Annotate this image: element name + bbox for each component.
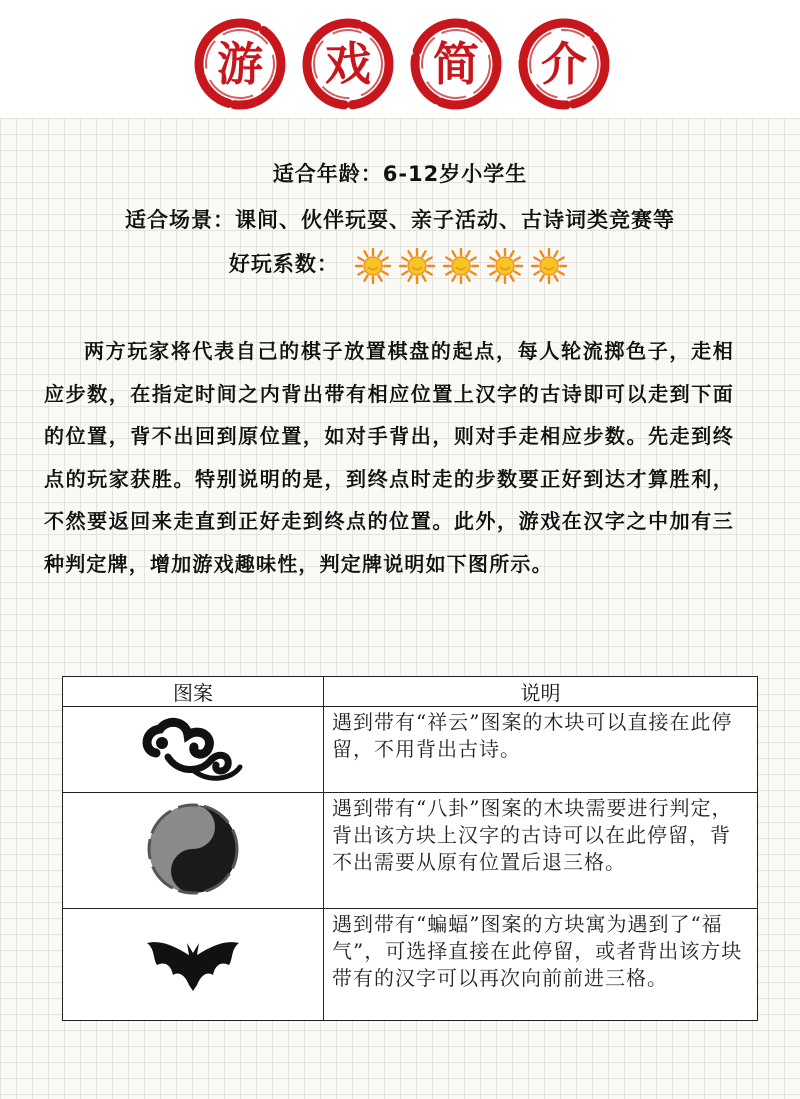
- title-char: 游: [217, 37, 263, 91]
- fun-rating-line: [0, 244, 800, 284]
- bat-icon: [143, 931, 243, 995]
- sun-icon: [395, 248, 439, 284]
- table-header-row: [63, 677, 758, 707]
- yin-yang-icon: [145, 801, 241, 897]
- description-cell: 遇到带有“祥云”图案的木块可以直接在此停留，不用背出古诗。: [324, 707, 758, 793]
- table-row: [63, 707, 758, 793]
- title-char: 戏: [325, 37, 371, 91]
- fun-rating: [351, 245, 571, 285]
- column-header-description: 说明: [324, 677, 758, 707]
- pattern-cell: [63, 707, 324, 793]
- title-seal: [408, 16, 504, 112]
- age-line: 适合年龄：6-12岁小学生: [272, 162, 528, 186]
- judgement-card-table: [62, 676, 758, 1021]
- intro-paragraph: 两方玩家将代表自己的棋子放置棋盘的起点，每人轮流掷色子，走相应步数，在指定时间之内背出带有相应位置上汉字的古诗即可以走到下面的位置，背不出回到原位置，如对手背出，则对手走相应步数。先走到终点的玩家获胜。特别说明的是，到终点时走的步数要正好到达才算胜利，不然要返回来走直到正好走到终点的位置。此外，游戏在汉字之中加有三种判定牌，增加游戏趣味性，判定牌说明如下图所示。: [44, 339, 734, 576]
- title-seal: [300, 16, 396, 112]
- title-char: 介: [541, 37, 587, 91]
- title-char: 简: [433, 37, 479, 91]
- pattern-cell: [63, 909, 324, 1021]
- game-description: [44, 330, 734, 585]
- cloud-icon: [138, 713, 248, 783]
- scene-line: 适合场景：课间、伙伴玩耍、亲子活动、古诗词类竞赛等: [125, 208, 675, 232]
- fun-rating-label: 好玩系数：: [228, 252, 339, 276]
- sun-icon: [351, 248, 395, 284]
- sun-icon: [483, 248, 527, 284]
- pattern-cell: [63, 793, 324, 909]
- title-seal: [516, 16, 612, 112]
- table-row: [63, 793, 758, 909]
- description-cell: 遇到带有“蝙蝠”图案的方块寓为遇到了“福气”，可选择直接在此停留，或者背出该方块带有的汉字可以再次向前前进三格。: [324, 909, 758, 1021]
- title-banner: [0, 16, 800, 112]
- column-header-pattern: 图案: [63, 677, 324, 707]
- sun-icon: [527, 248, 571, 284]
- table-row: [63, 909, 758, 1021]
- description-cell: 遇到带有“八卦”图案的木块需要进行判定，背出该方块上汉字的古诗可以在此停留，背不出需要从原有位置后退三格。: [324, 793, 758, 909]
- title-seal: [192, 16, 288, 112]
- sun-icon: [439, 248, 483, 284]
